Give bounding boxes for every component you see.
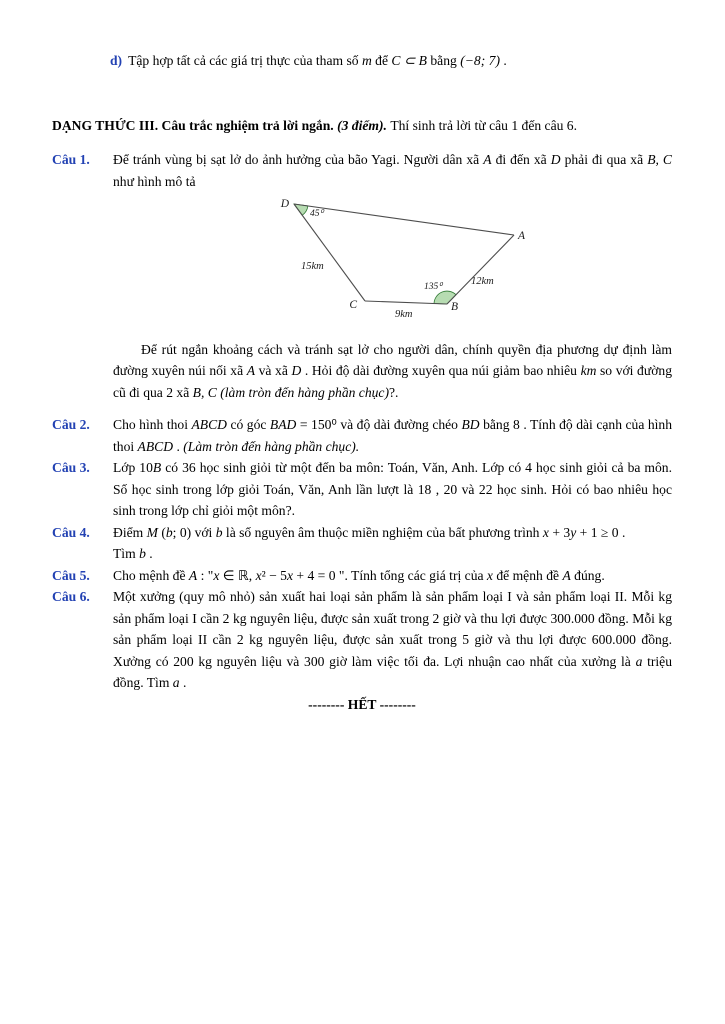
item-d-text: Tập hợp tất cả các giá trị thực của tham số m để C ⊂ B bằng (−8; 7) . [128,53,507,68]
question-5-text: Cho mệnh đề A : "x ∈ ℝ, x² − 5x + 4 = 0 ". Tính tổng các giá trị của x để mệnh đề A đúng. [113,567,605,583]
question-2-label: Câu 2. [52,417,90,432]
question-5-label: Câu 5. [52,567,90,583]
question-4 [52,522,672,565]
item-d [110,50,672,72]
angle-label-b: 135⁰ [424,282,443,292]
question-3-label: Câu 3. [52,460,90,475]
question-3-text: Lớp 10B có 36 học sinh giỏi từ một đến ba môn: Toán, Văn, Anh. Lớp có 4 học sinh giỏi cả ba môn. Số học sinh trong lớp giỏi Toán, Văn, Anh lần lượt là 18 , 20 và 22 học sinh. Hỏi có bao nhiêu học sinh trong lớp chỉ giỏi một môn?. [113,460,672,518]
side-label-cb: 9km [395,309,413,320]
section-heading: DẠNG THỨC III. Câu trắc nghiệm trả lời ngắn. (3 điểm). Thí sinh trả lời từ câu 1 đến câu 6. [52,117,578,133]
item-d-label: d) [110,53,123,68]
question-1-text: Để tránh vùng bị sạt lở do ảnh hưởng của bão Yagi. Người dân xã A đi đến xã D phải đi qua xã B, C như hình mô tả [113,152,672,189]
question-6-text: Một xưởng (quy mô nhỏ) sản xuất hai loại sản phẩm là sản phẩm loại I và sản phẩm loại II. Mỗi kg sản phẩm loại I cần 2 kg nguyên liệu, được sản xuất trong 2 giờ và thu lợi được 300.000 đồng. Mỗi kg sản phẩm loại II cần 2 kg nguyên liệu, được sản xuất trong 5 giờ và thu lợi được 600.000 đồng. Xưởng có 200 kg nguyên liệu và 300 giờ làm việc tối đa. Lợi nhuận cao nhất của xưởng là a triệu đồng. Tìm a . [113,589,672,690]
angle-label-d: 45⁰ [310,209,324,219]
question-2 [52,414,672,457]
figure-wrap [273,196,672,333]
question-1-body [113,149,672,403]
vertex-label-d: D [280,198,289,210]
question-2-text: Cho hình thoi ABCD có góc BAD = 150⁰ và độ dài đường chéo BD bằng 8 . Tính độ dài cạnh của hình thoi ABCD . (Làm tròn đến hàng phần chục). [113,417,673,454]
quadrilateral-edges [294,204,514,304]
quadrilateral-figure [273,196,543,326]
vertex-label-b: B [451,301,459,313]
side-label-dc: 15km [301,261,324,272]
question-4-label: Câu 4. [52,524,90,540]
vertex-label-a: A [518,230,526,242]
question-4-text: Điểm M (b; 0) với b là số nguyên âm thuộc miền nghiệm của bất phương trình x + 3y + 1 ≥ 0 . [113,524,626,540]
end-marker: -------- HẾT -------- [308,696,416,712]
side-label-ab: 12km [471,276,494,287]
question-1 [52,149,672,403]
question-3 [52,457,672,522]
question-1-label: Câu 1. [52,152,90,167]
question-6-label: Câu 6. [52,589,90,604]
question-6 [52,586,672,694]
question-4-body [113,522,672,565]
question-4-text-2: Tìm b . [113,546,153,561]
question-1-text-2: Để rút ngắn khoảng cách và tránh sạt lở cho người dân, chính quyền địa phương dự định làm đường xuyên núi nối xã A và xã D . Hỏi độ dài đường xuyên qua núi giảm bao nhiêu km so với đường cũ đi qua 2 xã B, C (làm tròn đến hàng phần chục)?. [113,341,672,400]
vertex-label-c: C [349,299,357,311]
question-5 [52,565,672,587]
